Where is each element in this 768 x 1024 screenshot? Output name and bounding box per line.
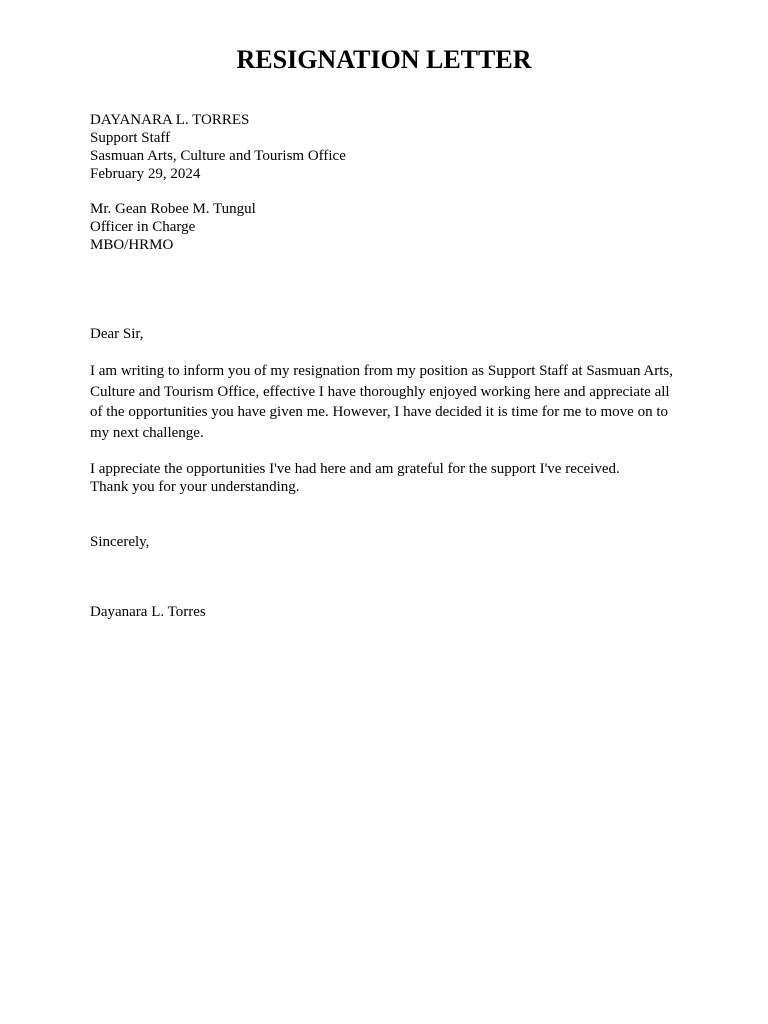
sender-office: Sasmuan Arts, Culture and Tourism Office [90, 148, 346, 164]
recipient-position: Officer in Charge [90, 219, 196, 235]
closing: Sincerely, [90, 534, 150, 550]
paragraph-line: Culture and Tourism Office, effective I have thoroughly enjoyed working here and appreciate all [90, 383, 670, 400]
paragraph-line: I am writing to inform you of my resignation from my position as Support Staff at Sasmuan Arts, [90, 363, 674, 379]
body-paragraph-2 [90, 460, 690, 496]
salutation: Dear Sir, [90, 326, 144, 342]
sender-position: Support Staff [90, 130, 171, 146]
sender-block [90, 111, 690, 183]
recipient-office: MBO/HRMO [90, 237, 174, 253]
paragraph-line: Thank you for your understanding. [90, 479, 300, 495]
letter-date: February 29, 2024 [90, 166, 201, 182]
sender-name: DAYANARA L. TORRES [90, 112, 250, 128]
paragraph-line: of the opportunities you have given me. However, I have decided it is time for me to move on to [90, 404, 668, 420]
letter-title: RESIGNATION LETTER [236, 45, 532, 74]
paragraph-line: I appreciate the opportunities I've had here and am grateful for the support I've received. [90, 461, 620, 477]
recipient-name: Mr. Gean Robee M. Tungul [90, 201, 256, 217]
body-paragraph-1 [90, 361, 690, 443]
recipient-block [90, 200, 690, 254]
signature-name: Dayanara L. Torres [90, 604, 206, 620]
paragraph-line: my next challenge. [90, 424, 204, 441]
